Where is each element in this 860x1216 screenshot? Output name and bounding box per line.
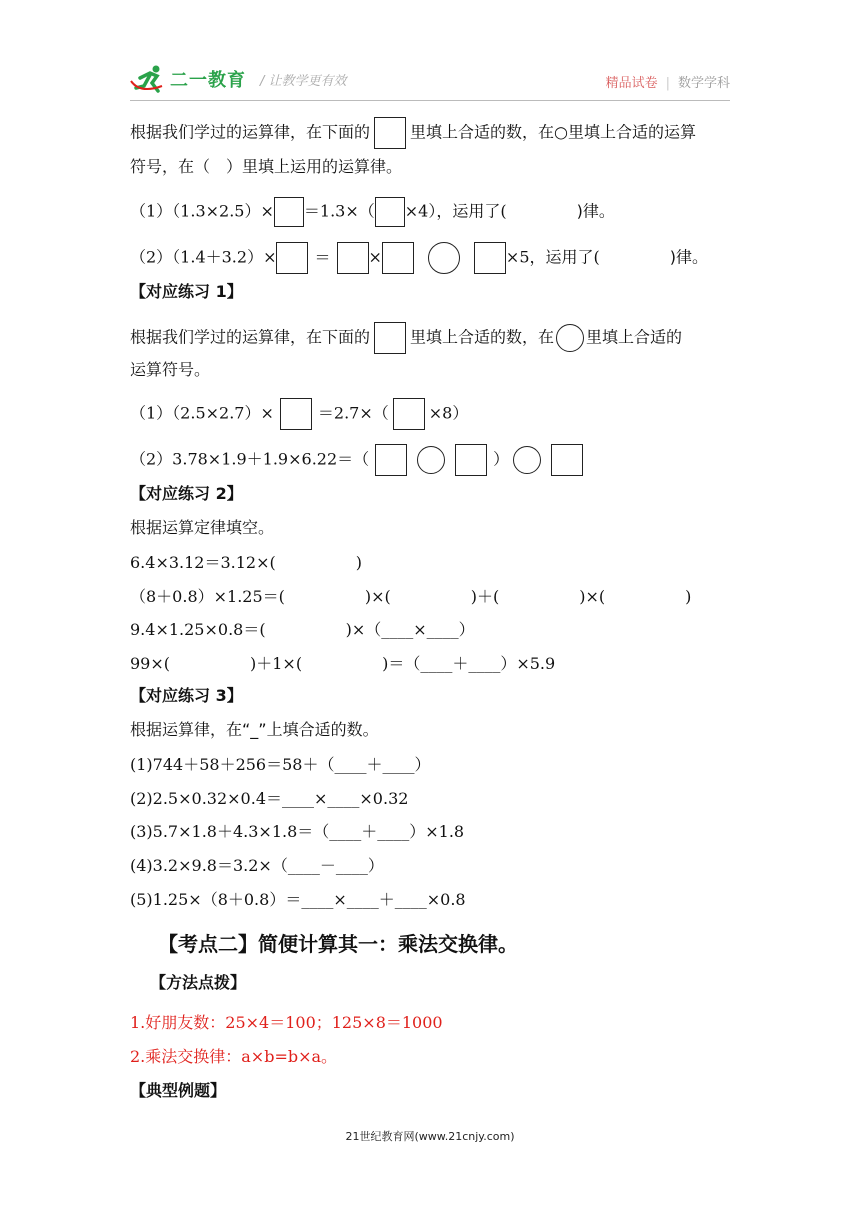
practice-3-title: 【对应练习 3】 — [130, 686, 243, 705]
q2-text-e: )律。 — [669, 247, 708, 267]
header-subject: 数学学科 — [677, 76, 730, 91]
q1-text-a: （1）（1.3×2.5）× — [130, 201, 274, 221]
q2-text-c: × — [368, 247, 382, 267]
runner-logo-icon — [130, 64, 168, 94]
section-heading: 【考点二】简便计算其一：乘法交换律。 — [158, 932, 518, 956]
brand-name: 二一教育 — [170, 70, 246, 91]
q2-text-b: ＝ — [314, 247, 331, 267]
practice-3-line-1: (1)744＋58＋256＝58＋（____＋____） — [130, 755, 431, 774]
practice-3-line-3: (3)5.7×1.8＋4.3×1.8＝（____＋____）×1.8 — [130, 822, 465, 841]
answer-box[interactable] — [274, 197, 304, 227]
method-title: 【方法点拨】 — [150, 973, 247, 992]
header-rule — [130, 100, 730, 101]
answer-box[interactable] — [374, 322, 406, 354]
header-right — [606, 72, 730, 91]
q1-text-b: ＝1.3×（ — [303, 201, 375, 221]
p1-text-a: 根据我们学过的运算律，在下面的 — [130, 327, 371, 347]
answer-box[interactable] — [455, 444, 487, 476]
q1-text-c: ×4），运用了( — [404, 201, 507, 221]
p1-text-c: 里填上合适的 — [586, 327, 683, 347]
practice-1-q2 — [130, 444, 589, 476]
answer-box[interactable] — [375, 197, 405, 227]
practice-1-line-1 — [130, 322, 682, 354]
p1q1-text-b: ＝2.7×（ — [317, 403, 389, 423]
example-title: 【典型例题】 — [130, 1081, 227, 1100]
answer-circle[interactable] — [417, 446, 445, 474]
practice-3-line-4: (4)3.2×9.8＝3.2×（____－____） — [130, 856, 384, 875]
practice-2-instruction: 根据运算定律填空。 — [130, 518, 275, 537]
q2-text-a: （2）（1.4＋3.2）× — [130, 247, 277, 267]
page-header — [130, 62, 730, 102]
answer-box[interactable] — [374, 117, 406, 149]
answer-box[interactable] — [280, 398, 312, 430]
answer-box[interactable] — [393, 398, 425, 430]
question-1 — [130, 197, 615, 227]
method-point-1: 1.好朋友数：25×4＝100；125×8＝1000 — [130, 1013, 443, 1032]
answer-box[interactable] — [337, 242, 369, 274]
practice-3-line-5: (5)1.25×（8＋0.8）＝____×____＋____×0.8 — [130, 890, 466, 909]
answer-box[interactable] — [276, 242, 308, 274]
p1q2-text-b: ） — [493, 449, 510, 469]
practice-1-title: 【对应练习 1】 — [130, 282, 243, 301]
intro-line-2: 符号，在（ ）里填上运用的运算律。 — [130, 157, 403, 176]
header-tag: 精品试卷 — [605, 76, 658, 91]
answer-box[interactable] — [375, 444, 407, 476]
answer-box[interactable] — [474, 242, 506, 274]
practice-3-instruction: 根据运算律，在“_”上填合适的数。 — [130, 720, 379, 739]
brand-logo — [130, 64, 347, 94]
practice-3-line-2: (2)2.5×0.32×0.4＝____×____×0.32 — [130, 789, 409, 808]
practice-2-line-4: 99×( )＋1×( )＝（____＋____）×5.9 — [130, 654, 556, 673]
q2-text-d: ×5，运用了( — [505, 247, 600, 267]
p1-text-b: 里填上合适的数，在 — [410, 327, 555, 347]
answer-box[interactable] — [382, 242, 414, 274]
answer-circle[interactable] — [513, 446, 541, 474]
intro-text-a: 根据我们学过的运算律，在下面的 — [130, 122, 371, 142]
q1-text-d: )律。 — [576, 201, 615, 221]
p1q2-text-a: （2）3.78×1.9＋1.9×6.22＝（ — [130, 449, 370, 469]
method-point-2: 2.乘法交换律：a×b=b×a。 — [130, 1047, 338, 1066]
page-footer: 21世纪教育网(www.21cnjy.com) — [345, 1130, 515, 1143]
intro-text-b: 里填上合适的数，在○里填上合适的运算 — [410, 122, 696, 142]
practice-2-line-3: 9.4×1.25×0.8＝( )×（____×____） — [130, 620, 475, 639]
p1q1-text-a: （1）（2.5×2.7）× — [130, 403, 274, 423]
practice-1-line-2: 运算符号。 — [130, 360, 211, 379]
answer-box[interactable] — [551, 444, 583, 476]
answer-circle[interactable] — [556, 324, 584, 352]
brand-slogan: / 让教学更有效 — [260, 73, 347, 89]
intro-line-1 — [130, 117, 696, 149]
header-separator: | — [665, 76, 670, 91]
practice-2-line-2: （8＋0.8）×1.25＝( )×( )＋( )×( ) — [130, 587, 692, 606]
p1q1-text-c: ×8） — [428, 403, 469, 423]
practice-1-q1 — [130, 398, 468, 430]
practice-2-line-1: 6.4×3.12＝3.12×( ) — [130, 553, 362, 572]
question-2 — [130, 242, 708, 274]
practice-2-title: 【对应练习 2】 — [130, 484, 243, 503]
answer-circle[interactable] — [428, 242, 460, 274]
